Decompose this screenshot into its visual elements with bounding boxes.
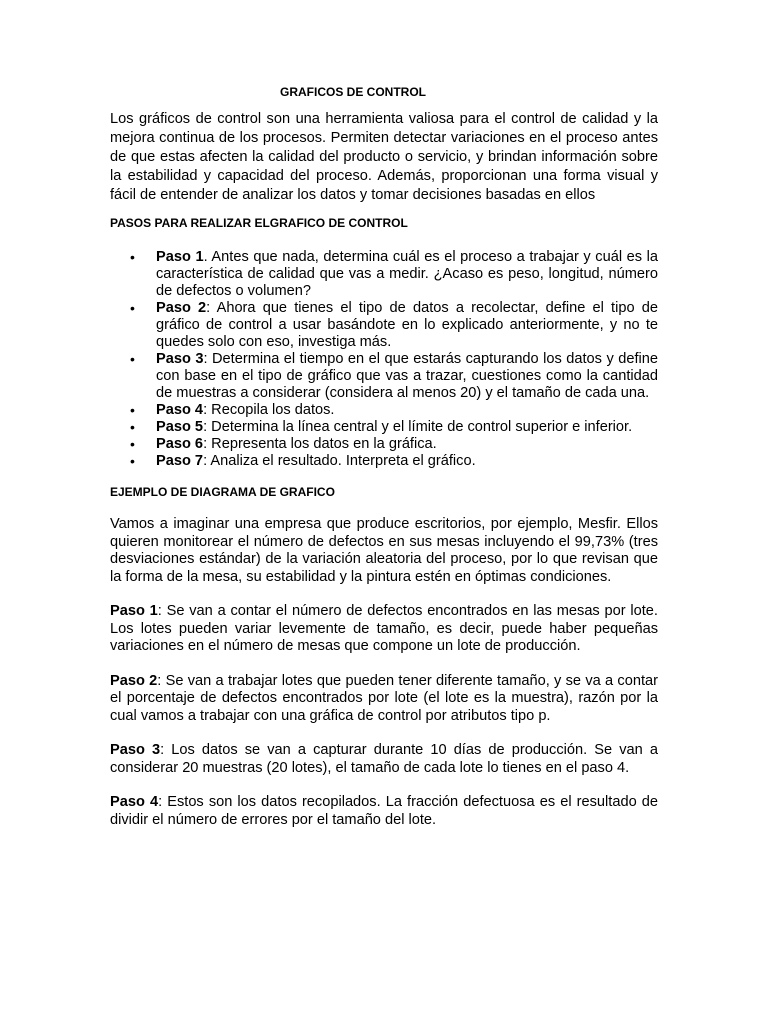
step-label: Paso 7 <box>156 453 204 469</box>
list-item <box>110 453 658 470</box>
list-item <box>110 351 658 402</box>
document-page <box>110 84 658 829</box>
bullet-icon: • <box>130 249 135 265</box>
bullet-icon: • <box>130 453 135 469</box>
steps-heading: PASOS PARA REALIZAR ELGRAFICO DE CONTROL <box>110 216 408 230</box>
example-heading: EJEMPLO DE DIAGRAMA DE GRAFICO <box>110 485 335 499</box>
example-step-paragraph <box>110 742 658 777</box>
step-text: : Determina el tiempo en el que estarás capturando los datos y define con base en el tipo de gráfico que vas a trazar, cuestiones como la cantidad de muestras a considerar (considera al menos 20) y el tamaño de cada una. <box>156 351 658 401</box>
example-intro-paragraph: Vamos a imaginar una empresa que produce escritorios, por ejemplo, Mesfir. Ellos quieren monitorear el número de defectos en sus mesas incluyendo el 99,73% (tres desviaciones estándar) de la variación aleatoria del proceso, por lo que revisan que la forma de la mesa, su estabilidad y la pintura estén en óptimas condiciones. <box>110 516 658 585</box>
document-title: GRAFICOS DE CONTROL <box>280 85 426 99</box>
list-item <box>110 249 658 300</box>
step-text: : Ahora que tienes el tipo de datos a recolectar, define el tipo de gráfico de control a usar basándote en lo explicado anteriormente, y no te quedes solo con eso, investiga más. <box>156 300 658 350</box>
example-step-paragraph <box>110 673 658 726</box>
list-item <box>110 402 658 419</box>
bullet-icon: • <box>130 419 135 435</box>
step-label: Paso 1 <box>110 603 158 619</box>
step-text: : Recopila los datos. <box>203 402 335 418</box>
step-text: : Representa los datos en la gráfica. <box>203 436 437 452</box>
bullet-icon: • <box>130 436 135 452</box>
step-label: Paso 2 <box>156 300 207 316</box>
step-text: . Antes que nada, determina cuál es el proceso a trabajar y cuál es la característica de calidad que vas a medir. ¿Acaso es peso, longitud, número de defectos o volumen? <box>156 249 658 299</box>
step-text: : Determina la línea central y el límite de control superior e inferior. <box>203 419 633 435</box>
bullet-icon: • <box>130 402 135 418</box>
bullet-icon: • <box>130 300 135 316</box>
intro-paragraph: Los gráficos de control son una herramienta valiosa para el control de calidad y la mejora continua de los procesos. Permiten detectar variaciones en el proceso antes de que estas afecten la calidad del producto o servicio, y brindan información sobre la estabilidad y capacidad del proceso. Además, proporcionan una forma visual y fácil de entender de analizar los datos y tomar decisiones basadas en ellos <box>110 111 658 203</box>
example-step-paragraph <box>110 794 658 829</box>
example-step-paragraph <box>110 603 658 656</box>
step-text: : Los datos se van a capturar durante 10 días de producción. Se van a considerar 20 muestras (20 lotes), el tamaño de cada lote lo tienes en el paso 4. <box>110 742 658 776</box>
step-text: : Estos son los datos recopilados. La fracción defectuosa es el resultado de dividir el número de errores por el tamaño del lote. <box>110 794 658 828</box>
step-label: Paso 3 <box>156 351 204 367</box>
step-label: Paso 4 <box>156 402 204 418</box>
step-label: Paso 3 <box>110 742 161 758</box>
bullet-icon: • <box>130 351 135 367</box>
list-item <box>110 436 658 453</box>
step-label: Paso 5 <box>156 419 204 435</box>
step-text: : Analiza el resultado. Interpreta el gráfico. <box>203 453 476 469</box>
step-label: Paso 2 <box>110 672 158 689</box>
step-text: : Se van a trabajar lotes que pueden tener diferente tamaño, y se va a contar el porcentaje de defectos encontrados por lote (el lote es la muestra), razón por la cual vamos a trabajar con una gráfica de control por atributos tipo p. <box>110 672 658 724</box>
step-label: Paso 4 <box>110 794 159 810</box>
list-item <box>110 419 658 436</box>
steps-list <box>110 249 658 470</box>
list-item <box>110 300 658 351</box>
step-text: : Se van a contar el número de defectos encontrados en las mesas por lote. Los lotes pueden variar levemente de tamaño, es decir, puede haber pequeñas variaciones en el número de mesas que compone un lote de producción. <box>110 603 658 654</box>
step-label: Paso 1 <box>156 249 204 265</box>
step-label: Paso 6 <box>156 436 204 452</box>
